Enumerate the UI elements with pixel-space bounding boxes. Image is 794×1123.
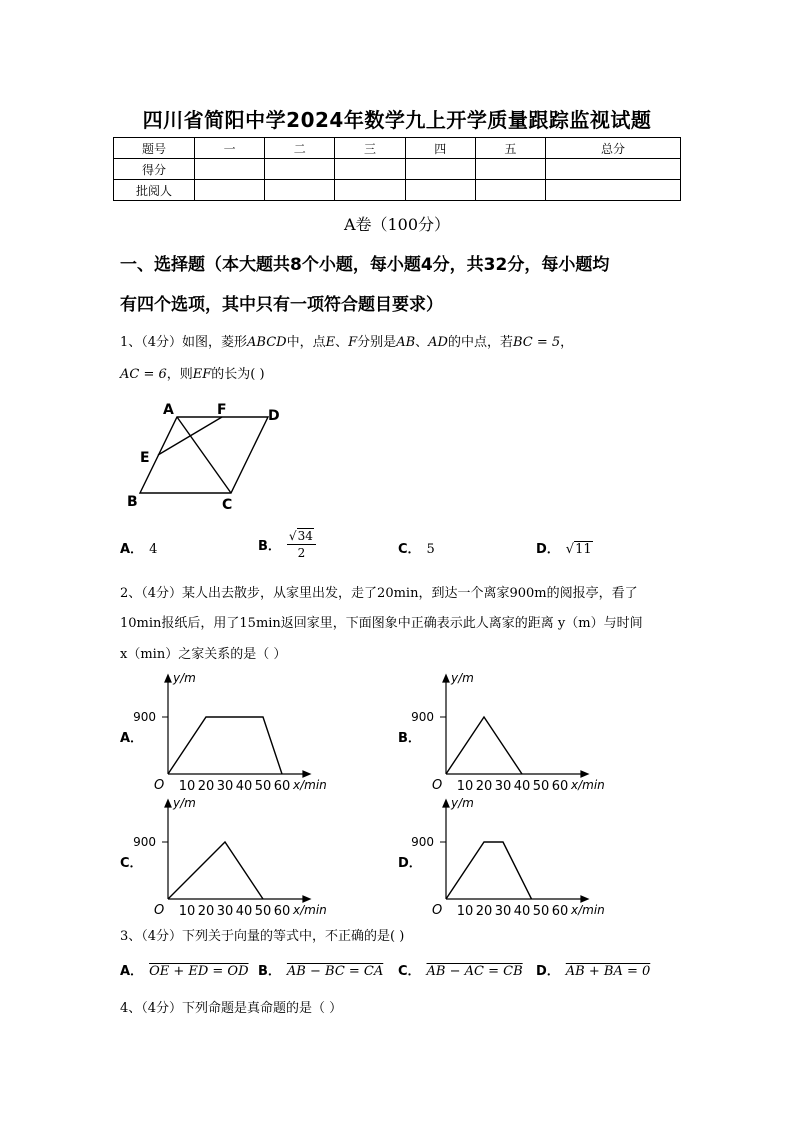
x-tick-label: 10 <box>178 779 196 794</box>
q2-option-c-label[interactable]: C． <box>120 856 143 871</box>
score-cell-section-3: 三 <box>335 138 405 159</box>
x-tick-label: 40 <box>513 779 531 794</box>
distance-curve <box>168 717 282 774</box>
x-tick-label: 40 <box>513 904 531 919</box>
q1-option-b-fraction: $\frac{√34}{2}$ <box>287 528 316 561</box>
q1-stem-line1: 1、（4分）如图，菱形ABCD中，点E、F分别是AB、AD的中点，若BC = 5， <box>120 335 574 350</box>
q2-stem-line2: 10min报纸后，用了15min返回家里，下面图象中正确表示此人离家的距离 y（m）与时间 <box>120 616 643 631</box>
vertex-b-label: B <box>127 494 138 510</box>
score-cell-section-5: 五 <box>475 138 545 159</box>
x-tick-label: 50 <box>254 904 272 919</box>
grader-cell-1 <box>195 180 265 201</box>
x-tick-label: 10 <box>456 904 474 919</box>
grader-cell-2 <box>265 180 335 201</box>
point-f-label: F <box>217 402 227 418</box>
x-tick-label: 50 <box>532 904 550 919</box>
score-table <box>113 137 681 201</box>
q2-graph-c <box>133 796 338 922</box>
y-axis-label: y/m <box>451 796 474 810</box>
x-tick-label: 30 <box>494 779 512 794</box>
grader-cell-3 <box>335 180 405 201</box>
q3-option-b[interactable]: B． AB − BC = CA <box>258 964 384 979</box>
q2-option-d-label[interactable]: D． <box>398 856 422 871</box>
point-e-label: E <box>140 450 150 466</box>
x-tick-label: 10 <box>456 779 474 794</box>
score-cell-item-number: 题号 <box>114 138 195 159</box>
q3-stem: 3、（4分）下列关于向量的等式中，不正确的是( ) <box>120 929 405 944</box>
y-axis-label: y/m <box>451 671 474 685</box>
x-axis-label: x/min <box>293 903 327 917</box>
grader-row-label: 批阅人 <box>114 180 195 201</box>
origin-label: O <box>432 778 443 793</box>
y-axis-label: y/m <box>173 796 196 810</box>
q1-stem-line2: AC = 6，则EF的长为( ) <box>120 367 265 382</box>
vertex-c-label: C <box>222 497 233 513</box>
q1-option-c[interactable]: C． 5 <box>398 542 435 557</box>
origin-label: O <box>432 903 443 918</box>
x-tick-label: 20 <box>475 904 493 919</box>
x-tick-label: 40 <box>235 904 253 919</box>
x-axis-arrow <box>303 771 310 777</box>
score-input-2 <box>265 159 335 180</box>
score-table-grader-row <box>114 180 681 201</box>
q2-stem-line1: 2、（4分）某人出去散步，从家里出发，走了20min，到达一个离家900m的阅报亭，看了 <box>120 586 638 601</box>
x-tick-label: 20 <box>197 779 215 794</box>
x-axis-label: x/min <box>293 778 327 792</box>
y-axis-arrow <box>443 675 449 682</box>
x-tick-label: 50 <box>254 779 272 794</box>
y-axis-arrow <box>165 800 171 807</box>
x-axis-arrow <box>581 896 588 902</box>
x-tick-label: 20 <box>197 904 215 919</box>
q1-option-b[interactable]: B． $\frac{√34}{2}$ <box>258 528 316 561</box>
x-tick-label: 40 <box>235 779 253 794</box>
x-tick-label: 60 <box>273 904 291 919</box>
x-tick-label: 30 <box>216 779 234 794</box>
x-tick-label: 60 <box>551 779 569 794</box>
score-row-label: 得分 <box>114 159 195 180</box>
q3-option-d[interactable]: D． AB + BA = 0 <box>536 964 651 979</box>
grader-cell-total <box>546 180 681 201</box>
x-tick-label: 30 <box>216 904 234 919</box>
distance-curve <box>168 842 263 899</box>
q2-graph-a <box>133 671 338 797</box>
score-input-1 <box>195 159 265 180</box>
q2-option-a-label[interactable]: A． <box>120 731 144 746</box>
q2-graph-d <box>411 796 616 922</box>
q2-graph-b <box>411 671 616 797</box>
score-table-header-row <box>114 138 681 159</box>
x-axis-label: x/min <box>571 778 605 792</box>
y-axis-arrow <box>443 800 449 807</box>
x-tick-label: 60 <box>273 779 291 794</box>
q2-stem-line3: x（min）之家关系的是（ ） <box>120 647 287 662</box>
score-cell-section-4: 四 <box>405 138 475 159</box>
vertex-d-label: D <box>268 408 280 424</box>
score-cell-total: 总分 <box>546 138 681 159</box>
q1-option-d[interactable]: D． √11 <box>536 542 592 557</box>
y-tick-900: 900 <box>133 835 156 849</box>
y-tick-900: 900 <box>411 710 434 724</box>
score-cell-section-2: 二 <box>265 138 335 159</box>
q2-option-b-label[interactable]: B． <box>398 731 421 746</box>
page-title: 四川省简阳中学2024年数学九上开学质量跟踪监视试题 <box>142 108 652 132</box>
score-cell-section-1: 一 <box>195 138 265 159</box>
score-input-3 <box>335 159 405 180</box>
x-axis-arrow <box>581 771 588 777</box>
part1-heading-line2: 有四个选项，其中只有一项符合题目要求） <box>120 295 443 315</box>
score-input-total <box>546 159 681 180</box>
x-tick-label: 20 <box>475 779 493 794</box>
q3-option-a[interactable]: A． OE + ED = OD <box>120 964 249 979</box>
q3-option-c[interactable]: C． AB − AC = CB <box>398 964 523 979</box>
score-table-score-row <box>114 159 681 180</box>
q1-rhombus-figure <box>125 395 295 520</box>
origin-label: O <box>154 778 165 793</box>
score-input-4 <box>405 159 475 180</box>
q4-stem: 4、（4分）下列命题是真命题的是（ ） <box>120 1001 343 1016</box>
x-axis-arrow <box>303 896 310 902</box>
vertex-a-label: A <box>163 402 174 418</box>
grader-cell-5 <box>475 180 545 201</box>
score-input-5 <box>475 159 545 180</box>
y-axis-arrow <box>165 675 171 682</box>
grader-cell-4 <box>405 180 475 201</box>
q1-option-a[interactable]: A． 4 <box>120 542 158 557</box>
distance-curve <box>446 717 522 774</box>
x-tick-label: 60 <box>551 904 569 919</box>
distance-curve <box>446 842 532 899</box>
origin-label: O <box>154 903 165 918</box>
y-axis-label: y/m <box>173 671 196 685</box>
section-a-heading: A卷（100分） <box>343 215 451 234</box>
y-tick-900: 900 <box>411 835 434 849</box>
x-tick-label: 30 <box>494 904 512 919</box>
part1-heading-line1: 一、选择题（本大题共8个小题，每小题4分，共32分，每小题均 <box>120 255 610 275</box>
x-tick-label: 10 <box>178 904 196 919</box>
x-tick-label: 50 <box>532 779 550 794</box>
y-tick-900: 900 <box>133 710 156 724</box>
x-axis-label: x/min <box>571 903 605 917</box>
